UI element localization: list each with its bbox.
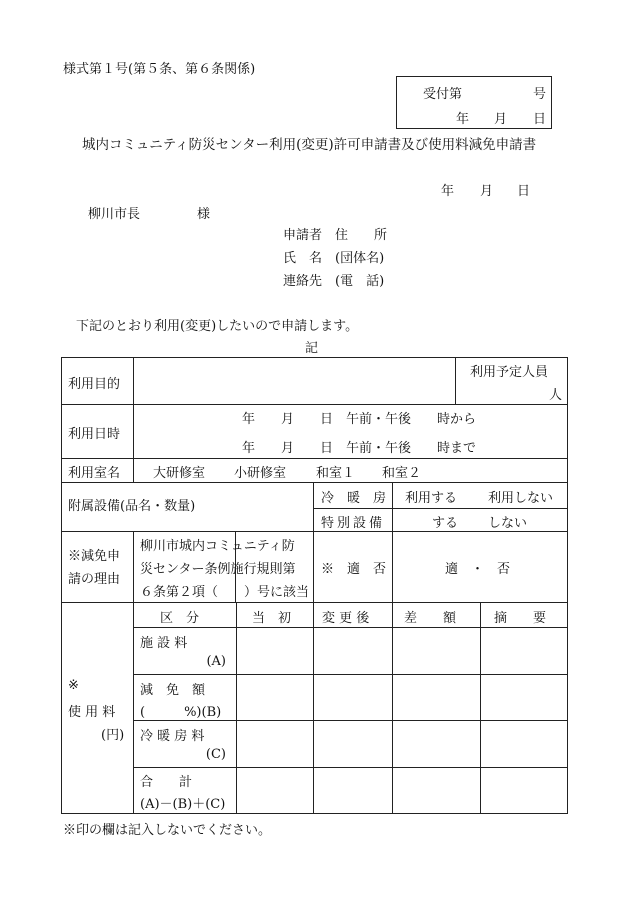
- col-header-category: 区 分: [160, 611, 200, 626]
- people-unit: 人: [549, 388, 563, 403]
- special-equipment-label: 特別設備: [321, 516, 386, 531]
- receipt-year: 年: [456, 112, 470, 127]
- intro-text: 下記のとおり利用(変更)したいので申請します。: [76, 319, 359, 334]
- aircon-not-use[interactable]: 利用しない: [488, 491, 554, 506]
- date-day: 日: [517, 184, 531, 199]
- room-small-training[interactable]: 小研修室: [234, 466, 287, 481]
- date-month: 月: [480, 184, 494, 199]
- addressee-honorific: 様: [197, 207, 211, 222]
- reduction-text-line3: ６条第２項（ ）号に該当: [140, 585, 310, 600]
- datetime-from: 年 月 日 午前・午後 時から: [242, 412, 477, 427]
- footnote: ※印の欄は記入しないでください。: [63, 823, 272, 838]
- addressee-name: 柳川市長: [88, 207, 141, 222]
- col-header-difference: 差 額: [404, 611, 457, 626]
- fee-unit: (円): [101, 728, 125, 743]
- fee-mark: ※: [68, 678, 79, 693]
- reduction-label-line1: ※減免申: [68, 549, 121, 564]
- room-japanese-1[interactable]: 和室１: [316, 466, 356, 481]
- form-number: 様式第１号(第５条、第６条関係): [63, 62, 256, 77]
- special-yes[interactable]: する: [432, 516, 459, 531]
- reduction-text-line2: 災センター条例施行規則第: [140, 562, 296, 577]
- fee-label: 使 用 料: [68, 705, 116, 720]
- row-aircon-fee: 冷 暖 房 料: [140, 729, 205, 744]
- aircon-label: 冷 暖 房: [321, 491, 387, 506]
- receipt-day: 日: [533, 112, 547, 127]
- col-header-initial: 当 初: [252, 611, 292, 626]
- receipt-label: 受付第: [423, 87, 463, 102]
- row-reduction-amount-code: ( %)(B): [140, 705, 222, 720]
- expected-users-label: 利用予定人員: [470, 365, 549, 380]
- receipt-box: [396, 76, 552, 129]
- ki-label: 記: [305, 341, 319, 356]
- col-header-remarks: 摘 要: [494, 611, 547, 626]
- document-title: 城内コミュニティ防災センター利用(変更)許可申請書及び使用料減免申請書: [82, 137, 537, 153]
- purpose-label: 利用目的: [68, 377, 121, 392]
- receipt-number-suffix: 号: [533, 87, 547, 102]
- applicant-address-label: 申請者 住 所: [283, 228, 388, 243]
- datetime-until: 年 月 日 午前・午後 時まで: [242, 441, 477, 456]
- equipment-label: 附属設備(品名・数量): [68, 499, 196, 514]
- receipt-month: 月: [494, 112, 508, 127]
- room-large-training[interactable]: 大研修室: [153, 466, 206, 481]
- datetime-label: 利用日時: [68, 427, 121, 442]
- row-total-formula: (A)－(B)＋(C): [140, 797, 226, 812]
- aircon-use[interactable]: 利用する: [405, 491, 458, 506]
- special-no[interactable]: しない: [488, 516, 528, 531]
- room-label: 利用室名: [68, 466, 121, 481]
- col-header-after-change: 変 更 後: [322, 611, 370, 626]
- row-total: 合 計: [140, 775, 193, 790]
- room-japanese-2[interactable]: 和室２: [382, 466, 422, 481]
- row-facility-fee-code: (A): [206, 654, 226, 669]
- reduction-text-line1: 柳川市城内コミュニティ防: [140, 539, 295, 554]
- applicant-name-label: 氏 名 (団体名): [283, 251, 385, 266]
- reduction-label-line2: 請の理由: [68, 572, 121, 587]
- row-facility-fee: 施 設 料: [140, 636, 188, 651]
- row-aircon-fee-code: (C): [205, 747, 226, 762]
- applicant-contact-label: 連絡先 (電 話): [283, 274, 385, 289]
- row-reduction-amount: 減 免 額: [140, 683, 206, 698]
- suitability-value: 適 ・ 否: [445, 562, 511, 577]
- suitability-label: ※ 適 否: [321, 562, 387, 577]
- date-year: 年: [441, 184, 455, 199]
